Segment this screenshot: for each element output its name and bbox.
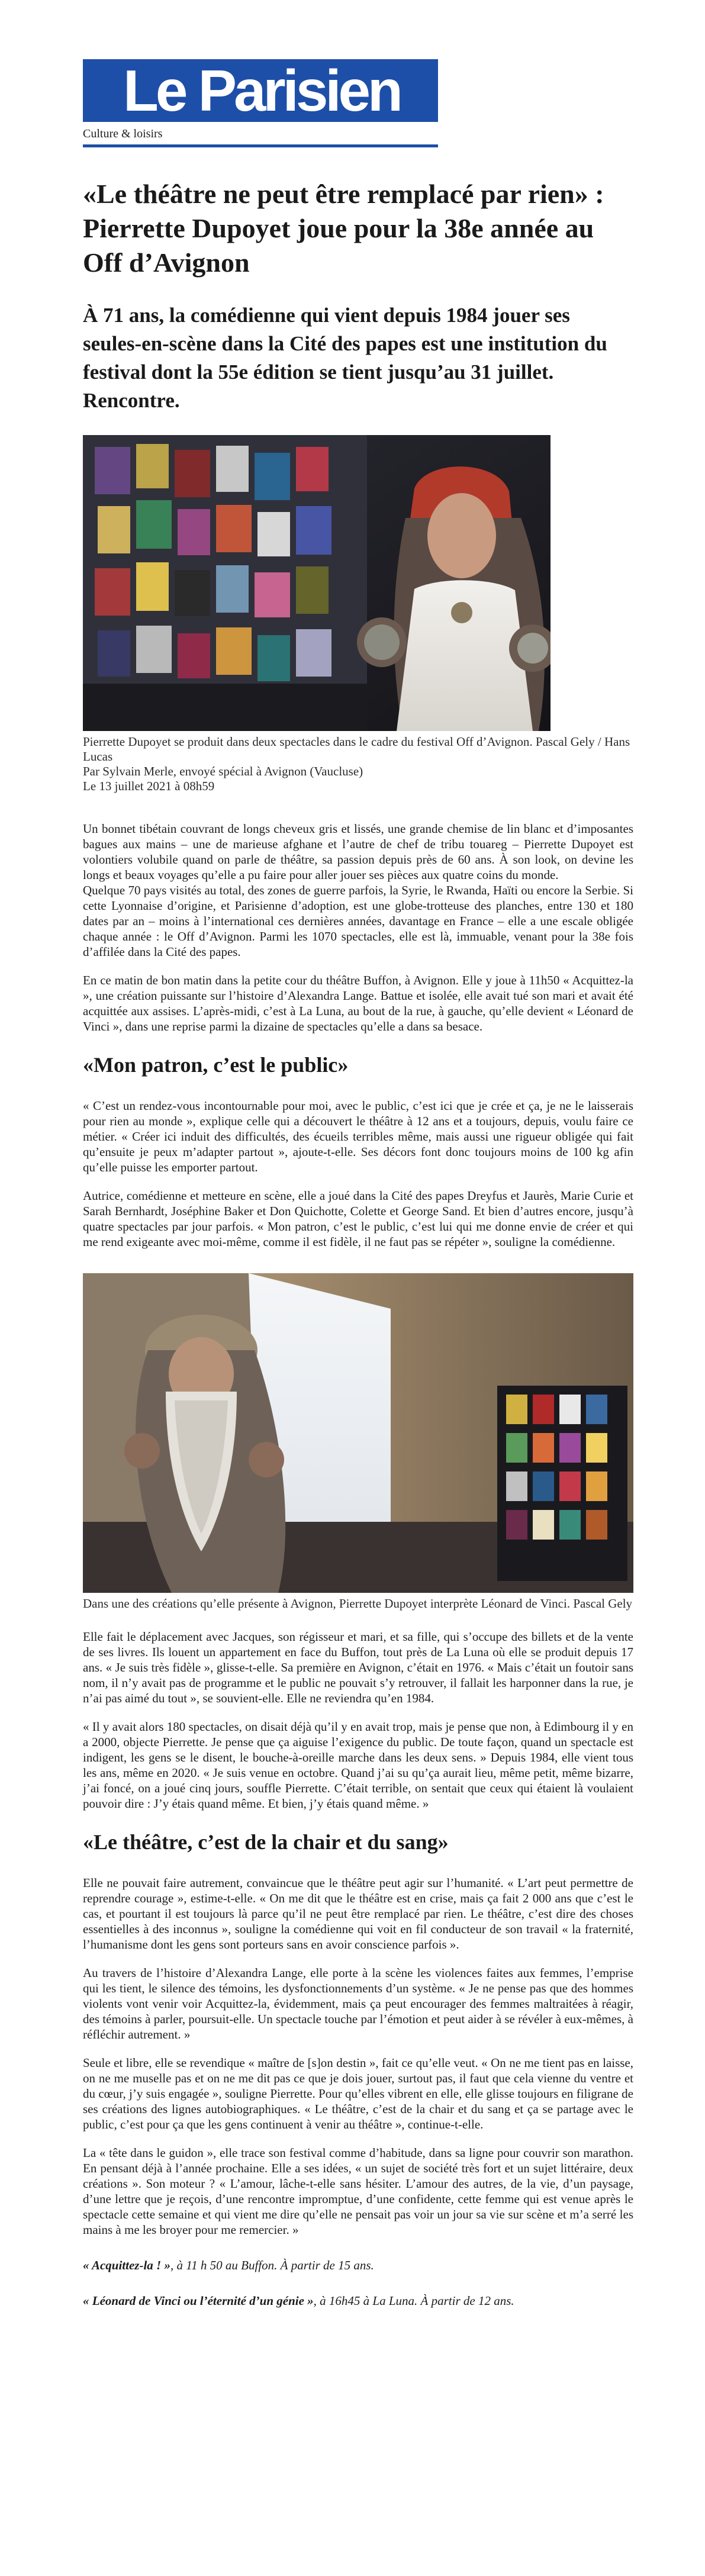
body-section-2 (83, 1098, 633, 1250)
photo-1-caption: Pierrette Dupoyet se produit dans deux spectacles dans le cadre du festival Off d’Avignon. Pascal Gely / Hans Lucas (83, 735, 630, 764)
schedule-item-leonard-de-vinci (83, 2293, 633, 2308)
schedule-title[interactable]: « Acquittez-la ! » (83, 2258, 170, 2272)
schedule-details: , à 16h45 à La Luna. À partir de 12 ans. (313, 2294, 514, 2308)
body-section-3 (83, 1629, 633, 1811)
body-section-1 (83, 821, 633, 1034)
article-page (83, 59, 633, 2329)
publish-date: Le 13 juillet 2021 à 08h59 (83, 779, 215, 793)
photo-1 (83, 435, 551, 731)
header-divider (83, 144, 438, 147)
article-lead: À 71 ans, la comédienne qui vient depuis 1984 jouer ses seules-en-scène dans la Cité des papes est une institution du festival dont la 55e édition se tient jusqu’au 31 juillet. Rencontre. (83, 304, 607, 412)
paragraph: Elle fait le déplacement avec Jacques, son régisseur et mari, et sa fille, qui s’occupe des billets et de la vente de ses livres. Ils louent un appartement en face du Buffon, tout près de La Luna où elle se produit depuis 17 ans. « Je suis très fidèle », glisse-t-elle. Sa première en Avignon, c’était en 1976. « Mais c’était un foutoir sans nom, il n’y avait pas de programme et le public ne pouvait s’y retrouver, il fallait les harponner dans la rue, je n’ai pas aimé du tout », se souvient-elle. Elle ne reviendra qu’en 1984. (83, 1630, 633, 1705)
paragraph: Autrice, comédienne et metteure en scène, elle a joué dans la Cité des papes Dreyfus et Jaurès, Marie Curie et Sarah Bernhardt, Joséphine Baker et Don Quichotte, Colette et George Sand. Et bien d’autres encore, jusqu’à quatre spectacles par jour parfois. « Mon patron, c’est le public, c’est lui qui me donne envie de créer et qui me rend exigeante avec moi-même, comme il est fidèle, il ne faut pas se répéter », souligne la comédienne. (83, 1189, 633, 1249)
schedule-details: , à 11 h 50 au Buffon. À partir de 15 ans. (170, 2258, 374, 2272)
schedule-item-acquittez-la (83, 2258, 633, 2273)
le-parisien-logo[interactable] (83, 59, 438, 122)
photo-2 (83, 1273, 633, 1593)
section-label[interactable]: Culture & loisirs (83, 127, 163, 140)
schedule-title[interactable]: « Léonard de Vinci ou l’éternité d’un génie » (83, 2294, 314, 2308)
paragraph: Seule et libre, elle se revendique « maître de [s]on destin », fait ce qu’elle veut. « On ne me tient pas en laisse, on ne me muselle pas et on ne me dit pas ce que je dois jouer, surtout pas, il faut que cela vienne du ventre et du cœur, j’y suis engagée », souligne Pierrette. Pour qu’elles vibrent en elle, elle glisse toujours en filigrane de ses créations des lignes autobiographiques. « Le théâtre, c’est de la chair et du sang et ça se partage avec le public, c’est pour ça que les gens continuent à venir au théâtre », continue-t-elle. (83, 2056, 633, 2131)
photo-1-image (83, 435, 551, 731)
paragraph: En ce matin de bon matin dans la petite cour du théâtre Buffon, à Avignon. Elle y joue à 11h50 « Acquittez-la », une création puissante sur l’histoire d’Alexandra Lange. Battue et isolée, elle avait tué son mari et avait été acquittée aux assises. L’après-midi, c’est à La Luna, au bout de la rue, à gauche, qu’elle devient « Léonard de Vinci », dans une reprise parmi la dizaine de spectacles qu’elle a dans sa besace. (83, 973, 633, 1033)
schedule (83, 2258, 633, 2308)
logo-text: Le Parisien (123, 59, 400, 122)
byline: Par Sylvain Merle, envoyé spécial à Avignon (Vaucluse) (83, 764, 363, 778)
paragraph: Au travers de l’histoire d’Alexandra Lange, elle porte à la scène les violences faites aux femmes, l’emprise qui les tient, le silence des témoins, les dysfonctionnements d’un système. « Je ne pense pas que des hommes violents vont venir voir Acquittez-la, évidemment, mais ça peut encourager des femmes maltraitées à réagir, des témoins à parler, poursuit-elle. Un spectacle touche par l’émotion et peut aider à se révéler à eux-mêmes, à réfléchir autrement. » (83, 1966, 633, 2042)
paragraph: Quelque 70 pays visités au total, des zones de guerre parfois, la Syrie, le Rwanda, Haïti ou encore la Serbie. Si cette Lyonnaise d’origine, et Parisienne d’adoption, est une globe-trotteuse des planches, entre 130 et 180 dates par an – moins à l’international ces dernières années, davantage en France – elle a une escale obligée chaque année : le Off d’Avignon. Parmi les 1070 spectacles, elle est là, immuable, venant pour la 38e fois d’affilée dans la Cité des papes. (83, 883, 633, 959)
paragraph: « C’est un rendez-vous incontournable pour moi, avec le public, c’est ici que je crée et ça, je ne le laisserais pour rien au monde », explique celle qui a découvert le théâtre à 12 ans et a toujours, depuis, voulu faire ce métier. « Créer ici induit des difficultés, des écueils terribles même, mais aussi une rigueur obligée qui fait qu’ensuite je peux m’adapter partout », ajoute-t-elle. Ses décors font donc toujours moins de 100 kg afin qu’elle puisse les emporter partout. (83, 1099, 633, 1174)
paragraph: La « tête dans le guidon », elle trace son festival comme d’habitude, dans sa ligne pour couvrir son marathon. En pensant déjà à l’année prochaine. Elle a ses idées, « un sujet de société très fort et un sujet littéraire, deux créations ». Son moteur ? « L’amour, lâche-t-elle sans hésiter. L’amour des autres, de la vie, d’un paysage, d’une lettre que je reçois, d’une rencontre impromptue, d’une confidente, cette femme qui est venue après le spectacle cette semaine et qui vient me dire qu’elle ne pensait pas voir un jour sa vie sur scène et m’a serré les mains à me les broyer pour me remercier. » (83, 2146, 633, 2237)
photo-1-figure (83, 435, 633, 764)
photo-2-image (83, 1273, 633, 1593)
masthead (83, 59, 633, 124)
subheading-2: «Le théâtre, c’est de la chair et du sang» (83, 1830, 449, 1854)
photo-2-caption: Dans une des créations qu’elle présente à Avignon, Pierrette Dupoyet interprète Léonard de Vinci. Pascal Gely (83, 1596, 633, 1611)
photo-2-figure (83, 1273, 633, 1611)
paragraph: Elle ne pouvait faire autrement, convaincue que le théâtre peut agir sur l’humanité. « L’art peut permettre de reprendre courage », estime-t-elle. « On me dit que le théâtre est en crise, mais ça fait 2 000 ans que c’est le cas, et pourtant il est toujours là parce qu’il ne peut être remplacé par rien. Le théâtre, c’est dire des choses essentielles à des inconnus », souligne la comédienne qui voit en fil conducteur de son travail « la fraternité, l’humanisme dont les gens sont porteurs sans en avoir conscience parfois ». (83, 1876, 633, 1952)
paragraph: Un bonnet tibétain couvrant de longs cheveux gris et lissés, une grande chemise de lin blanc et d’imposantes bagues aux mains – une de marieuse afghane et l’autre de chef de tribu touareg – Pierrette Dupoyet est volontiers volubile quand on parle de théâtre, sa passion depuis près de 60 ans. À son look, on devine les longs et beaux voyages qu’elle a pu faire pour aller jouer ses pièces aux quatre coins du monde. (83, 822, 633, 882)
body-section-4 (83, 1875, 633, 2237)
paragraph: « Il y avait alors 180 spectacles, on disait déjà qu’il y en avait trop, mais je pense que non, à Edimbourg il y en a 2000, objecte Pierrette. Je pense que ça aiguise l’exigence du public. De toute façon, quand un spectacle est indigent, les gens se le disent, le bouche-à-oreille marche dans les deux sens. » Depuis 1984, elle vient tous les ans, même en 2020. « Je suis venue en octobre. Quand j’ai su qu’ça aurait lieu, même petit, même bizarre, j’ai foncé, on a joué cinq jours, souffle Pierrette. C’était terrible, on sentait que ceux qui étaient là voulaient pouvoir dire : J’y étais quand même. Et bien, j’y étais quand même. » (83, 1720, 633, 1811)
subheading-1: «Mon patron, c’est le public» (83, 1053, 349, 1077)
article-title: «Le théâtre ne peut être remplacé par rien» : Pierrette Dupoyet joue pour la 38e année au Off d’Avignon (83, 179, 604, 278)
